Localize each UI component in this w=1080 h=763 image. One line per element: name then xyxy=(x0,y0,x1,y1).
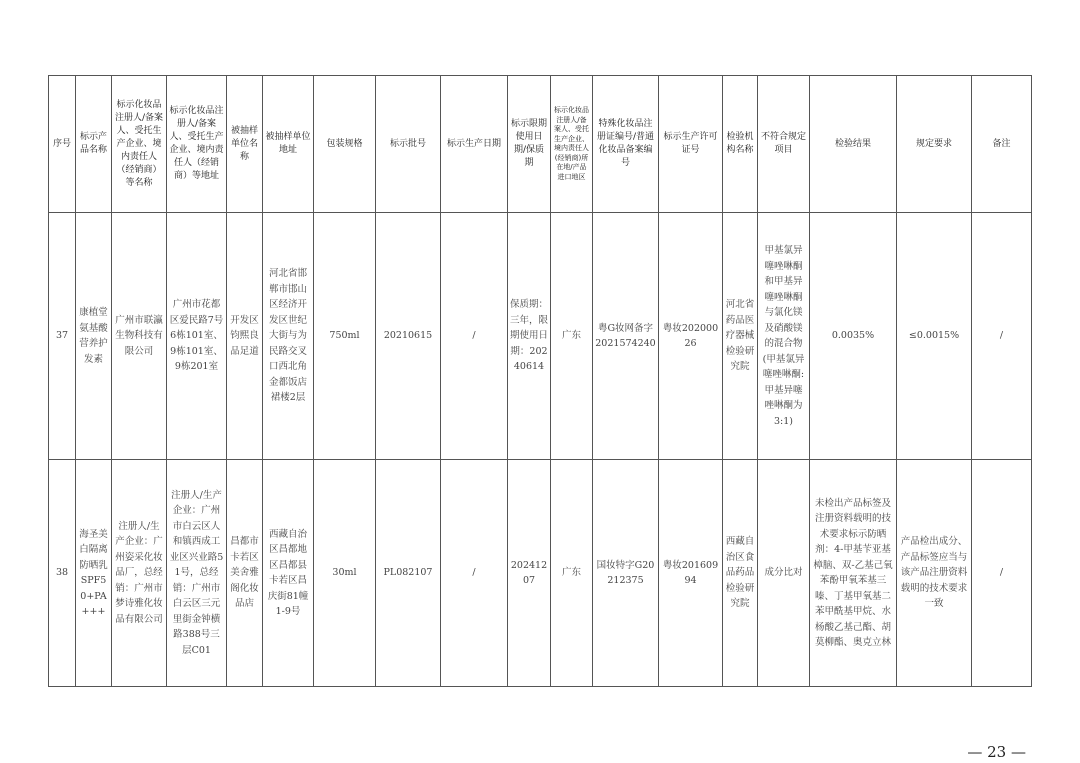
header-sampled-unit: 被抽样单位名称 xyxy=(227,76,263,213)
cell-company-addr: 注册人/生产企业：广州市白云区人和镇西成工业区兴业路51号，总经销：广州市白云区三元里街金钟横路388号三层C01 xyxy=(167,460,227,687)
cell-license: 粤妆20200026 xyxy=(659,213,723,460)
cell-item: 成分比对 xyxy=(758,460,810,687)
cell-sampled-unit: 昌都市卡若区美舍雅阁化妆品店 xyxy=(227,460,263,687)
cell-region: 广东 xyxy=(551,460,593,687)
header-company: 标示化妆品注册人/备案人、受托生产企业、境内责任人（经销商）等名称 xyxy=(112,76,167,213)
cell-region: 广东 xyxy=(551,213,593,460)
cell-license: 粤妆20160994 xyxy=(659,460,723,687)
header-prod-date: 标示生产日期 xyxy=(441,76,508,213)
header-result: 检验结果 xyxy=(810,76,897,213)
header-requirement: 规定要求 xyxy=(897,76,972,213)
cell-note: / xyxy=(972,460,1032,687)
header-sampled-addr: 被抽样单位地址 xyxy=(263,76,314,213)
header-expiry: 标示限期使用日期/保质期 xyxy=(508,76,551,213)
cell-sampled-addr: 河北省邯郸市邯山区经济开发区世纪大街与为民路交叉口西北角金都饭店裙楼2层 xyxy=(263,213,314,460)
cell-company: 注册人/生产企业：广州姿采化妆品厂，总经销：广州市梦诗雅化妆品有限公司 xyxy=(112,460,167,687)
cell-batch: PL082107 xyxy=(376,460,441,687)
cell-item: 甲基氯异噻唑啉酮和甲基异噻唑啉酮与氯化镁及硝酸镁的混合物(甲基氯异噻唑啉酮:甲基异噻唑啉酮为3:1) xyxy=(758,213,810,460)
header-region: 标示化妆品注册人/备案人、受托生产企业、境内责任人(经销商)所在地/产品进口地区 xyxy=(551,76,593,213)
cell-prod-date: / xyxy=(441,460,508,687)
cell-expiry: 保质期：三年，限期使用日期：20240614 xyxy=(508,213,551,460)
cell-result: 未检出产品标签及注册资料载明的技术要求标示防晒剂：4-甲基苄亚基樟脑、双-乙基己氧苯酚甲氧苯基三嗪、丁基甲氧基二苯甲酰基甲烷、水杨酸乙基己酯、胡莫柳酯、奥克立林 xyxy=(810,460,897,687)
cell-requirement: ≤0.0015% xyxy=(897,213,972,460)
cell-lab: 西藏自治区食品药品检验研究院 xyxy=(723,460,758,687)
cell-product: 海圣美白隔离防晒乳SPF50+PA+++ xyxy=(76,460,112,687)
cell-requirement: 产品检出成分、产品标签应当与该产品注册资料载明的技术要求一致 xyxy=(897,460,972,687)
header-batch: 标示批号 xyxy=(376,76,441,213)
header-seq: 序号 xyxy=(49,76,76,213)
cell-company: 广州市联瀛生物科技有限公司 xyxy=(112,213,167,460)
cell-result: 0.0035% xyxy=(810,213,897,460)
cell-seq: 37 xyxy=(49,213,76,460)
table-row xyxy=(49,213,1032,460)
cell-note: / xyxy=(972,213,1032,460)
cell-spec: 30ml xyxy=(314,460,376,687)
header-company-addr: 标示化妆品注册人/备案人、受托生产企业、境内责任人（经销商）等地址 xyxy=(167,76,227,213)
page-number: — 23 — xyxy=(967,743,1026,761)
cell-batch: 20210615 xyxy=(376,213,441,460)
header-item: 不符合规定项目 xyxy=(758,76,810,213)
header-row xyxy=(49,76,1032,213)
cell-reg-no: 粤G妆网备字2021574240 xyxy=(593,213,659,460)
table-row xyxy=(49,460,1032,687)
header-note: 备注 xyxy=(972,76,1032,213)
header-spec: 包装规格 xyxy=(314,76,376,213)
cell-spec: 750ml xyxy=(314,213,376,460)
header-lab: 检验机构名称 xyxy=(723,76,758,213)
cell-sampled-addr: 西藏自治区昌都地区昌都县卡若区昌庆街81幢1-9号 xyxy=(263,460,314,687)
cell-seq: 38 xyxy=(49,460,76,687)
cell-lab: 河北省药品医疗器械检验研究院 xyxy=(723,213,758,460)
header-license: 标示生产许可证号 xyxy=(659,76,723,213)
inspection-table xyxy=(48,75,1032,687)
cell-prod-date: / xyxy=(441,213,508,460)
cell-product: 康植堂氨基酸营养护发素 xyxy=(76,213,112,460)
cell-sampled-unit: 开发区钧熙良品足道 xyxy=(227,213,263,460)
header-reg-no: 特殊化妆品注册证编号/普通化妆品备案编号 xyxy=(593,76,659,213)
cell-expiry: 20241207 xyxy=(508,460,551,687)
cell-company-addr: 广州市花都区爱民路7号6栋101室、9栋101室、9栋201室 xyxy=(167,213,227,460)
cell-reg-no: 国妆特字G20212375 xyxy=(593,460,659,687)
header-product: 标示产品名称 xyxy=(76,76,112,213)
